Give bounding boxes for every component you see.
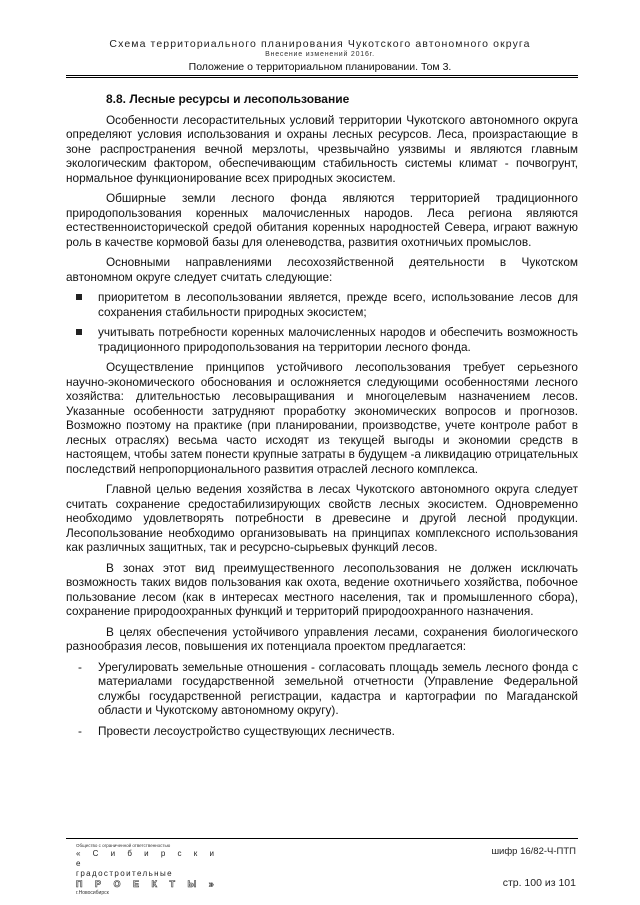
dash-bullet-icon: -	[78, 723, 82, 738]
main-content	[66, 92, 578, 744]
logo-line: градостроительные	[76, 869, 173, 878]
footer-rule	[66, 838, 578, 839]
list-item-text: приоритетом в лесопользовании является, прежде всего, использование лесов для сохранения стабильности природных экосистем;	[98, 290, 578, 319]
paragraph: В зонах этот вид преимущественного лесопользования не должен исключать возможность таких видов пользования как охота, ведение охотничьего хозяйства, побочное пользование лесом (как в интересах местного населения, так и промышленного сбора), сохранение природоохранных функций и территорий природоохранного назначения.	[66, 560, 578, 618]
list-item	[66, 724, 578, 739]
header-title: Схема территориального планирования Чукотского автономного округа	[109, 38, 531, 50]
header-volume: Положение о территориальном планировании. Том 3.	[188, 61, 452, 73]
list-item-text: Провести лесоустройство существующих лесничеств.	[98, 723, 395, 738]
logo-line: « С и б и р с к и е	[76, 849, 219, 868]
list-item-text: учитывать потребности коренных малочисленных народов и обеспечить возможность традиционного природопользования на территории лесного фонда.	[98, 325, 578, 354]
paragraph: Основными направлениями лесохозяйственной деятельности в Чукотском автономном округе следует считать следующие:	[66, 255, 578, 284]
list-item	[66, 325, 578, 354]
list-item	[66, 290, 578, 319]
bullet-list	[66, 290, 578, 354]
dash-bullet-icon: -	[78, 659, 82, 674]
page-number: стр. 100 из 101	[502, 877, 576, 889]
header-rule	[66, 77, 578, 78]
header-revision: Внесение изменений 2016г.	[265, 51, 375, 58]
paragraph: Обширные земли лесного фонда являются территорией традиционного природопользования коренных малочисленных народов. Леса региона являются естественноисторической средой обитания коренных народностей Севера, играют важную роль в качестве кормовой базы для оленеводства, развития охотничьих промыслов.	[66, 191, 578, 249]
list-item-text: Урегулировать земельные отношения - согласовать площадь земель лесного фонда с материалами государственной земельной отчетности (Управление Федеральной службы государственной регистрации, кадастра и картографии по Магаданской области и Чукотскому автономному округу).	[98, 659, 578, 717]
document-cipher: шифр 16/82-Ч-ПТП	[491, 846, 576, 857]
dash-list	[66, 660, 578, 739]
paragraph: В целях обеспечения устойчивого управления лесами, сохранения биологического разнообразия лесов, повышения их потенциала проектом предлагается:	[66, 624, 578, 653]
company-logo	[76, 843, 226, 897]
logo-line: Общество с ограниченной ответственностью	[76, 843, 171, 848]
logo-line: П Р О Е К Т Ы »	[76, 879, 219, 889]
header-rule	[66, 75, 578, 76]
paragraph: Главной целью ведения хозяйства в лесах Чукотского автономного округа следует считать сохранение средостабилизирующих свойств лесных экосистем. Одновременно необходимо удовлетворять потребности в древесине и другой лесной продукции. Лесопользование необходимо организовывать на принципах комплексного использования как различных защитных, так и ресурсно-сырьевых функций лесов.	[66, 482, 578, 554]
logo-line: г.Новосибирск	[76, 890, 109, 896]
section-title: 8.8. Лесные ресурсы и лесопользование	[106, 92, 350, 106]
square-bullet-icon	[76, 329, 82, 335]
paragraph: Осуществление принципов устойчивого лесопользования требует серьезного научно-экономического обоснования и осложняется следующими особенностями лесного хозяйства: длительностью лесовыращивания и многоцелевым назначением лесов. Указанные особенности затрудняют проработку экономических вопросов и прогнозов. Возможно поэтому на практике (при планировании, производстве, учете контроле работ в лесных отраслях) весьма часто исходят из текущей выгоды и экономии средств в настоящем, чтобы затем понести крупные затраты в будущем -а ликвидацию отрицательных последствий непропорционального развития отраслей лесного комплекса.	[66, 360, 578, 476]
list-item	[66, 660, 578, 718]
square-bullet-icon	[76, 294, 82, 300]
paragraph: Особенности лесорастительных условий территории Чукотского автономного округа определяют условия использования и охраны лесных ресурсов. Леса, произрастающие в зоне распространения вечной мерзлоты, чрезвычайно уязвимы и являются главным экологическим фактором, обеспечивающим стабильность системы климат - почвогрунт, нормальное функционирование всех природных экосистем.	[66, 112, 578, 185]
